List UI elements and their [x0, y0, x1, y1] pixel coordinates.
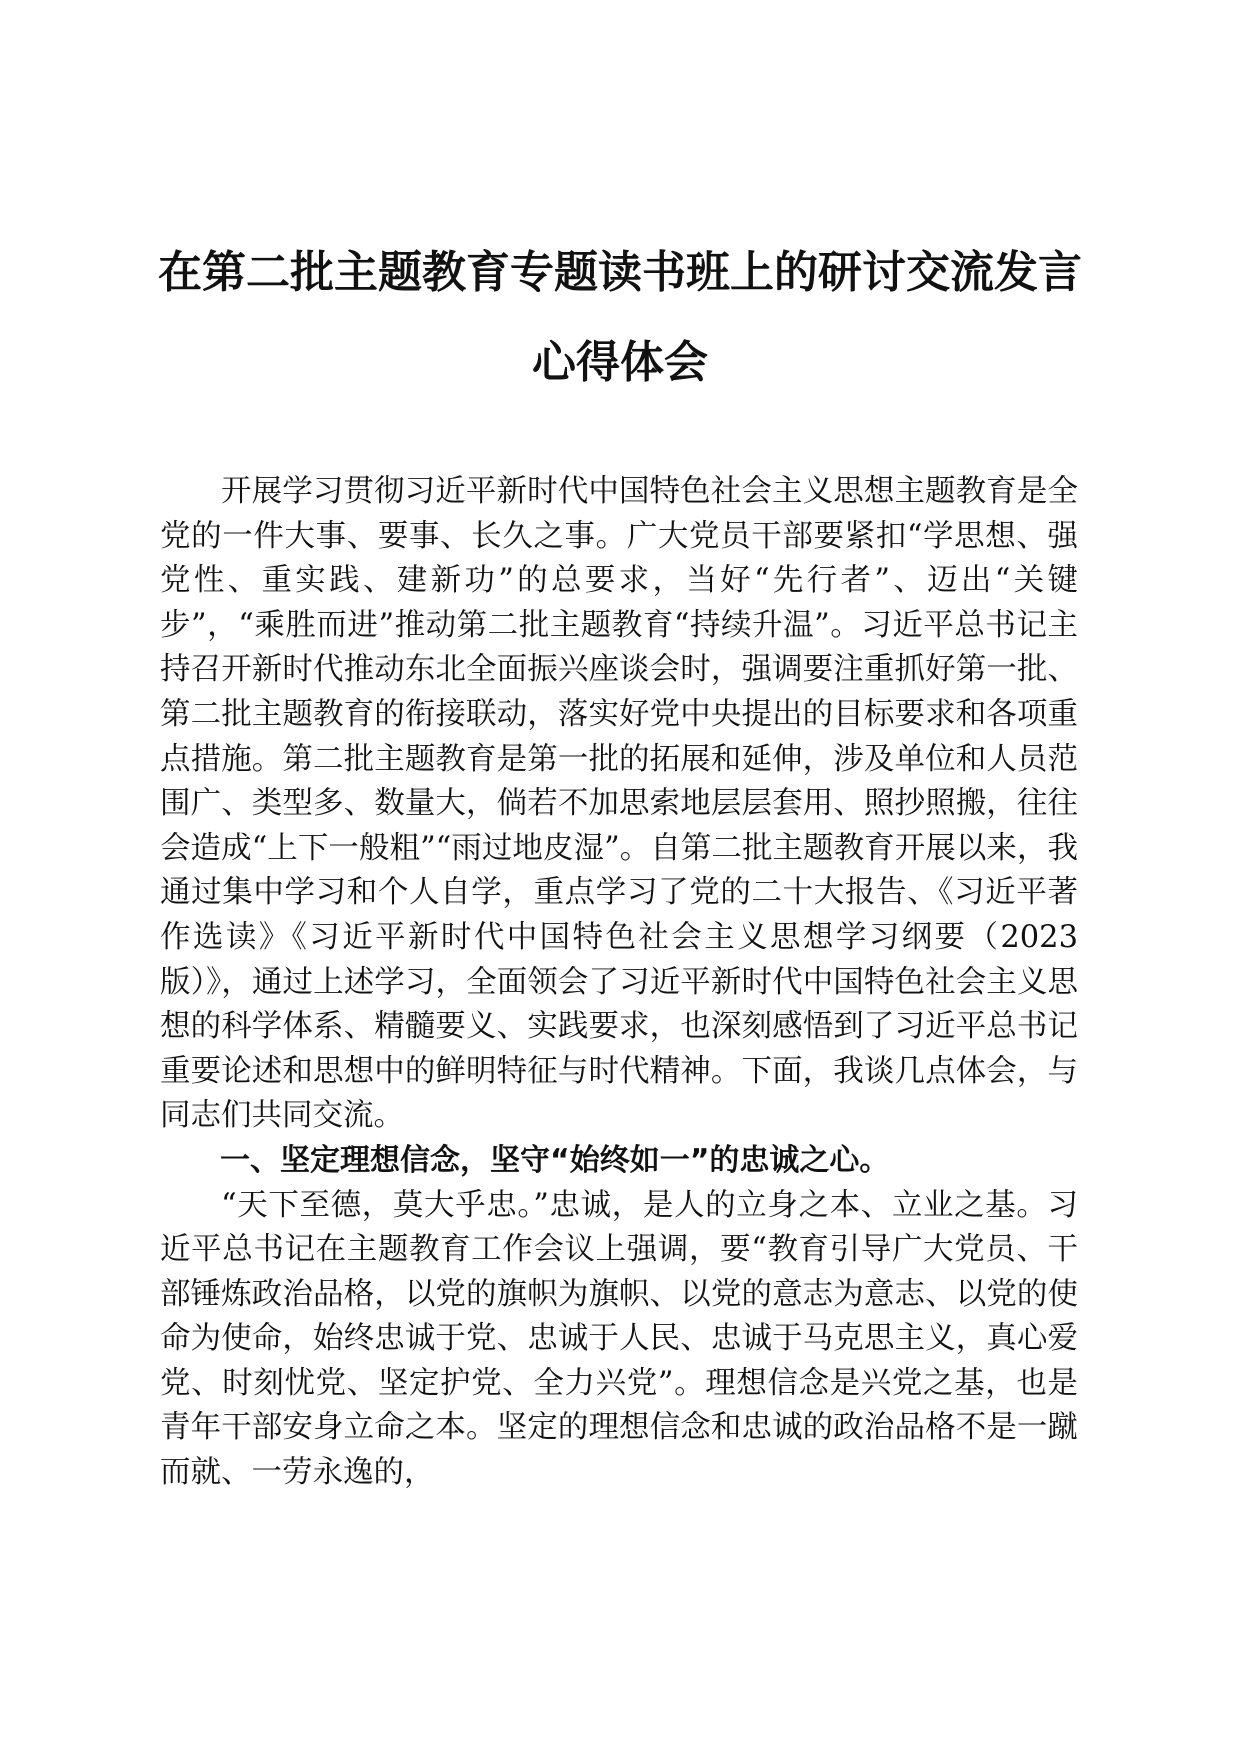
section-1-paragraph: “天下至德，莫大乎忠。”忠诚，是人的立身之本、立业之基。习近平总书记在主题教育工作会议上强调，要“教育引导广大党员、干部锤炼政治品格，以党的旗帜为旗帜、以党的意志为意志、以党的使命为使命，始终忠诚于党、忠诚于人民、忠诚于马克思主义，真心爱党、时刻忧党、坚定护党、全力兴党”。理想信念是兴党之基，也是青年干部安身立命之本。坚定的理想信念和忠诚的政治品格不是一蹴而就、一劳永逸的， [160, 1187, 1078, 1491]
document-title: 在第二批主题教育专题读书班上的研讨交流发言心得体会 [158, 247, 1082, 388]
document-body [160, 470, 1078, 1496]
section-heading-1: 一、坚定理想信念，坚守“始终如一”的忠诚之心。 [220, 1142, 890, 1178]
intro-paragraph: 开展学习贯彻习近平新时代中国特色社会主义思想主题教育是全党的一件大事、要事、长久之事。广大党员干部要紧扣“学思想、强党性、重实践、建新功”的总要求，当好“先行者”、迈出“关键步”，“乘胜而进”推动第二批主题教育“持续升温”。习近平总书记主持召开新时代推动东北全面振兴座谈会时，强调要注重抓好第一批、第二批主题教育的衔接联动，落实好党中央提出的目标要求和各项重点措施。第二批主题教育是第一批的拓展和延伸，涉及单位和人员范围广、类型多、数量大，倘若不加思索地层层套用、照抄照搬，往往会造成“上下一般粗”“雨过地皮湿”。自第二批主题教育开展以来，我通过集中学习和个人自学，重点学习了党的二十大报告、《习近平著作选读》《习近平新时代中国特色社会主义思想学习纲要（2023版）》，通过上述学习，全面领会了习近平新时代中国特色社会主义思想的科学体系、精髓要义、实践要求，也深刻感悟到了习近平总书记重要论述和思想中的鲜明特征与时代精神。下面，我谈几点体会，与同志们共同交流。 [160, 474, 1078, 1134]
